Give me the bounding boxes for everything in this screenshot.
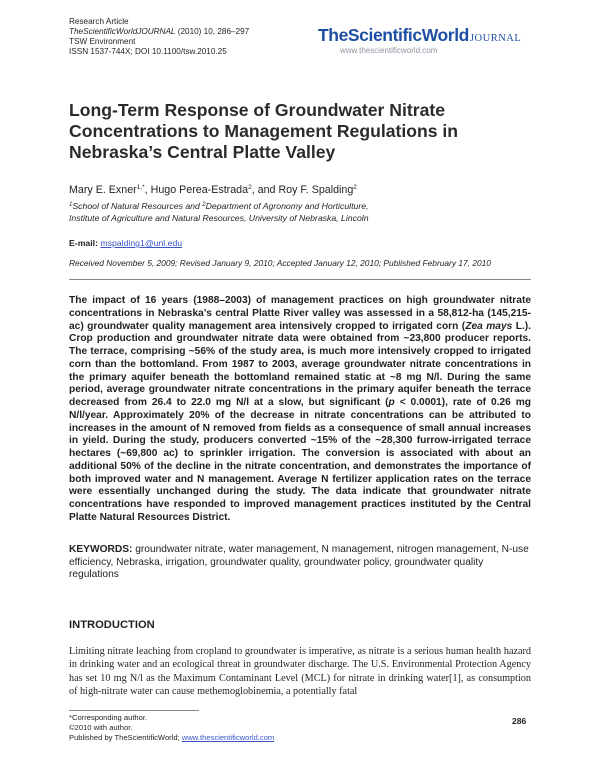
keywords-text: groundwater nitrate, water management, N management, nitrogen management, N-use efficiency, Nebraska, irrigation, groundwater quality, groundwater policy, groundwater quality regulations <box>69 544 529 580</box>
affiliation-line <box>69 199 369 212</box>
author-name: Roy F. Spalding <box>278 184 354 196</box>
journal-name: TheScientificWorldJOURNAL <box>69 27 176 36</box>
article-type: Research Article <box>69 17 129 26</box>
article-title: Long-Term Response of Groundwater Nitrate Concentrations to Management Regulations in Nebraska’s Central Platte Valley <box>69 100 459 162</box>
page-number: 286 <box>512 716 527 726</box>
issn-doi: ISSN 1537-744X; DOI 10.1100/tsw.2010.25 <box>69 47 227 56</box>
affiliation-marker: 2 <box>248 184 252 191</box>
abstract-text: < 0.0001), rate of 0.26 mg N/l/year. Approximately 20% of the decrease in nitrate concentrations can be attributed to increases in the amount of N removed from fields as a consequence of small annual increases in yield. During the study, producers converted ~15% of the ~28,300 furrow-irrigated terrace hectares (~69,800 ac) to sprinkler irrigation. The conversion is associated with about an additional 50% of the decline in the nitrate concentration, and demonstrates the importance of both improved water and N management. Average N fertilizer application rates on the terrace were essentially unchanged during the study. The data indicate that groundwater nitrate concentrations have responded to improved management practices instituted by the Central Platte Natural Resources District. <box>69 397 531 523</box>
article-metadata <box>69 17 249 57</box>
author-name: Hugo Perea-Estrada <box>150 184 249 196</box>
journal-logo-journal: JOURNAL <box>469 33 522 44</box>
horizontal-rule <box>69 279 531 280</box>
p-value-symbol: p <box>388 397 395 408</box>
abstract-text: L.). Crop production and groundwater nitrate data were obtained from ~23,800 producer reports. The terrace, comprising ~56% of the study area, is much more intensively cropped to irrigated corn than the bottomland. From 1987 to 2003, average groundwater nitrate concentrations in the primary aquifer beneath the bottomland remained static at ~8 mg N/l. During the same period, average groundwater nitrate concentrations in the primary aquifer beneath the terrace decreased from 26.4 to 22.0 mg N/l at a slow, but significant ( <box>69 320 532 408</box>
publication-dates: Received November 5, 2009; Revised January 9, 2010; Accepted January 12, 2010; Published February 17, 2010 <box>69 258 491 268</box>
publisher-text: Published by TheScientificWorld; <box>69 733 182 742</box>
copyright-note: ©2010 with author. <box>69 723 133 732</box>
affiliation-line: Institute of Agriculture and Natural Resources, University of Nebraska, Lincoln <box>69 213 369 223</box>
section-heading: INTRODUCTION <box>69 619 155 631</box>
email-label: E-mail: <box>69 238 98 248</box>
author-affiliations <box>69 199 369 224</box>
abstract-text: The impact of 16 years (1988–2003) of management practices on high groundwater nitrate concentrations in Nebraska’s central Platte River valley was assessed in a 58,812-ha (145,215-ac) groundwater quality management area intensively cropped to irrigated corn ( <box>69 295 531 332</box>
keywords-label: KEYWORDS: <box>69 544 133 555</box>
introduction-text: Limiting nitrate leaching from cropland to groundwater is imperative, as nitrate is a serious human health hazard in drinking water and an ecological threat in groundwater discharge. The U.S. Environmental Protection Agency has set 10 mg N/l as the Maximum Contaminant Level (MCL) for nitrate in drinking water[1], as consumption of high-nitrate water can cause methemoglobinemia, a potentially fatal <box>69 646 531 697</box>
author-name: Mary E. Exner <box>69 184 137 196</box>
affiliation-marker: 2 <box>353 184 357 191</box>
species-name: Zea mays <box>465 320 513 332</box>
journal-volume-pages: (2010) 10, 286–297 <box>175 27 250 36</box>
journal-logo-main: TheScientificWorld <box>318 25 469 45</box>
author-list <box>69 184 357 196</box>
affiliation-text: Department of Agronomy and Horticulture, <box>205 201 369 211</box>
footnote-rule <box>69 710 199 711</box>
page-footer <box>69 713 274 743</box>
author-separator: , and <box>251 184 279 196</box>
contact-email <box>69 238 182 248</box>
email-link[interactable]: mspalding1@unl.edu <box>100 238 183 248</box>
corresponding-marker: * <box>142 184 145 191</box>
journal-logo <box>318 27 521 45</box>
author-separator: , <box>144 184 151 196</box>
journal-logo-url: www.thescientificworld.com <box>340 46 438 55</box>
affiliation-text: School of Natural Resources and <box>72 201 203 211</box>
publisher-note <box>69 733 274 743</box>
affiliation-marker: 2 <box>202 202 206 208</box>
corresponding-author-note: *Corresponding author. <box>69 713 148 722</box>
keywords <box>69 544 531 582</box>
abstract <box>69 295 531 525</box>
affiliation-marker: 1 <box>69 202 73 208</box>
journal-citation <box>69 27 249 37</box>
publisher-link[interactable]: www.thescientificworld.com <box>181 733 275 742</box>
affiliation-marker: 1, <box>136 184 143 191</box>
publisher-environment: TSW Environment <box>69 37 136 46</box>
